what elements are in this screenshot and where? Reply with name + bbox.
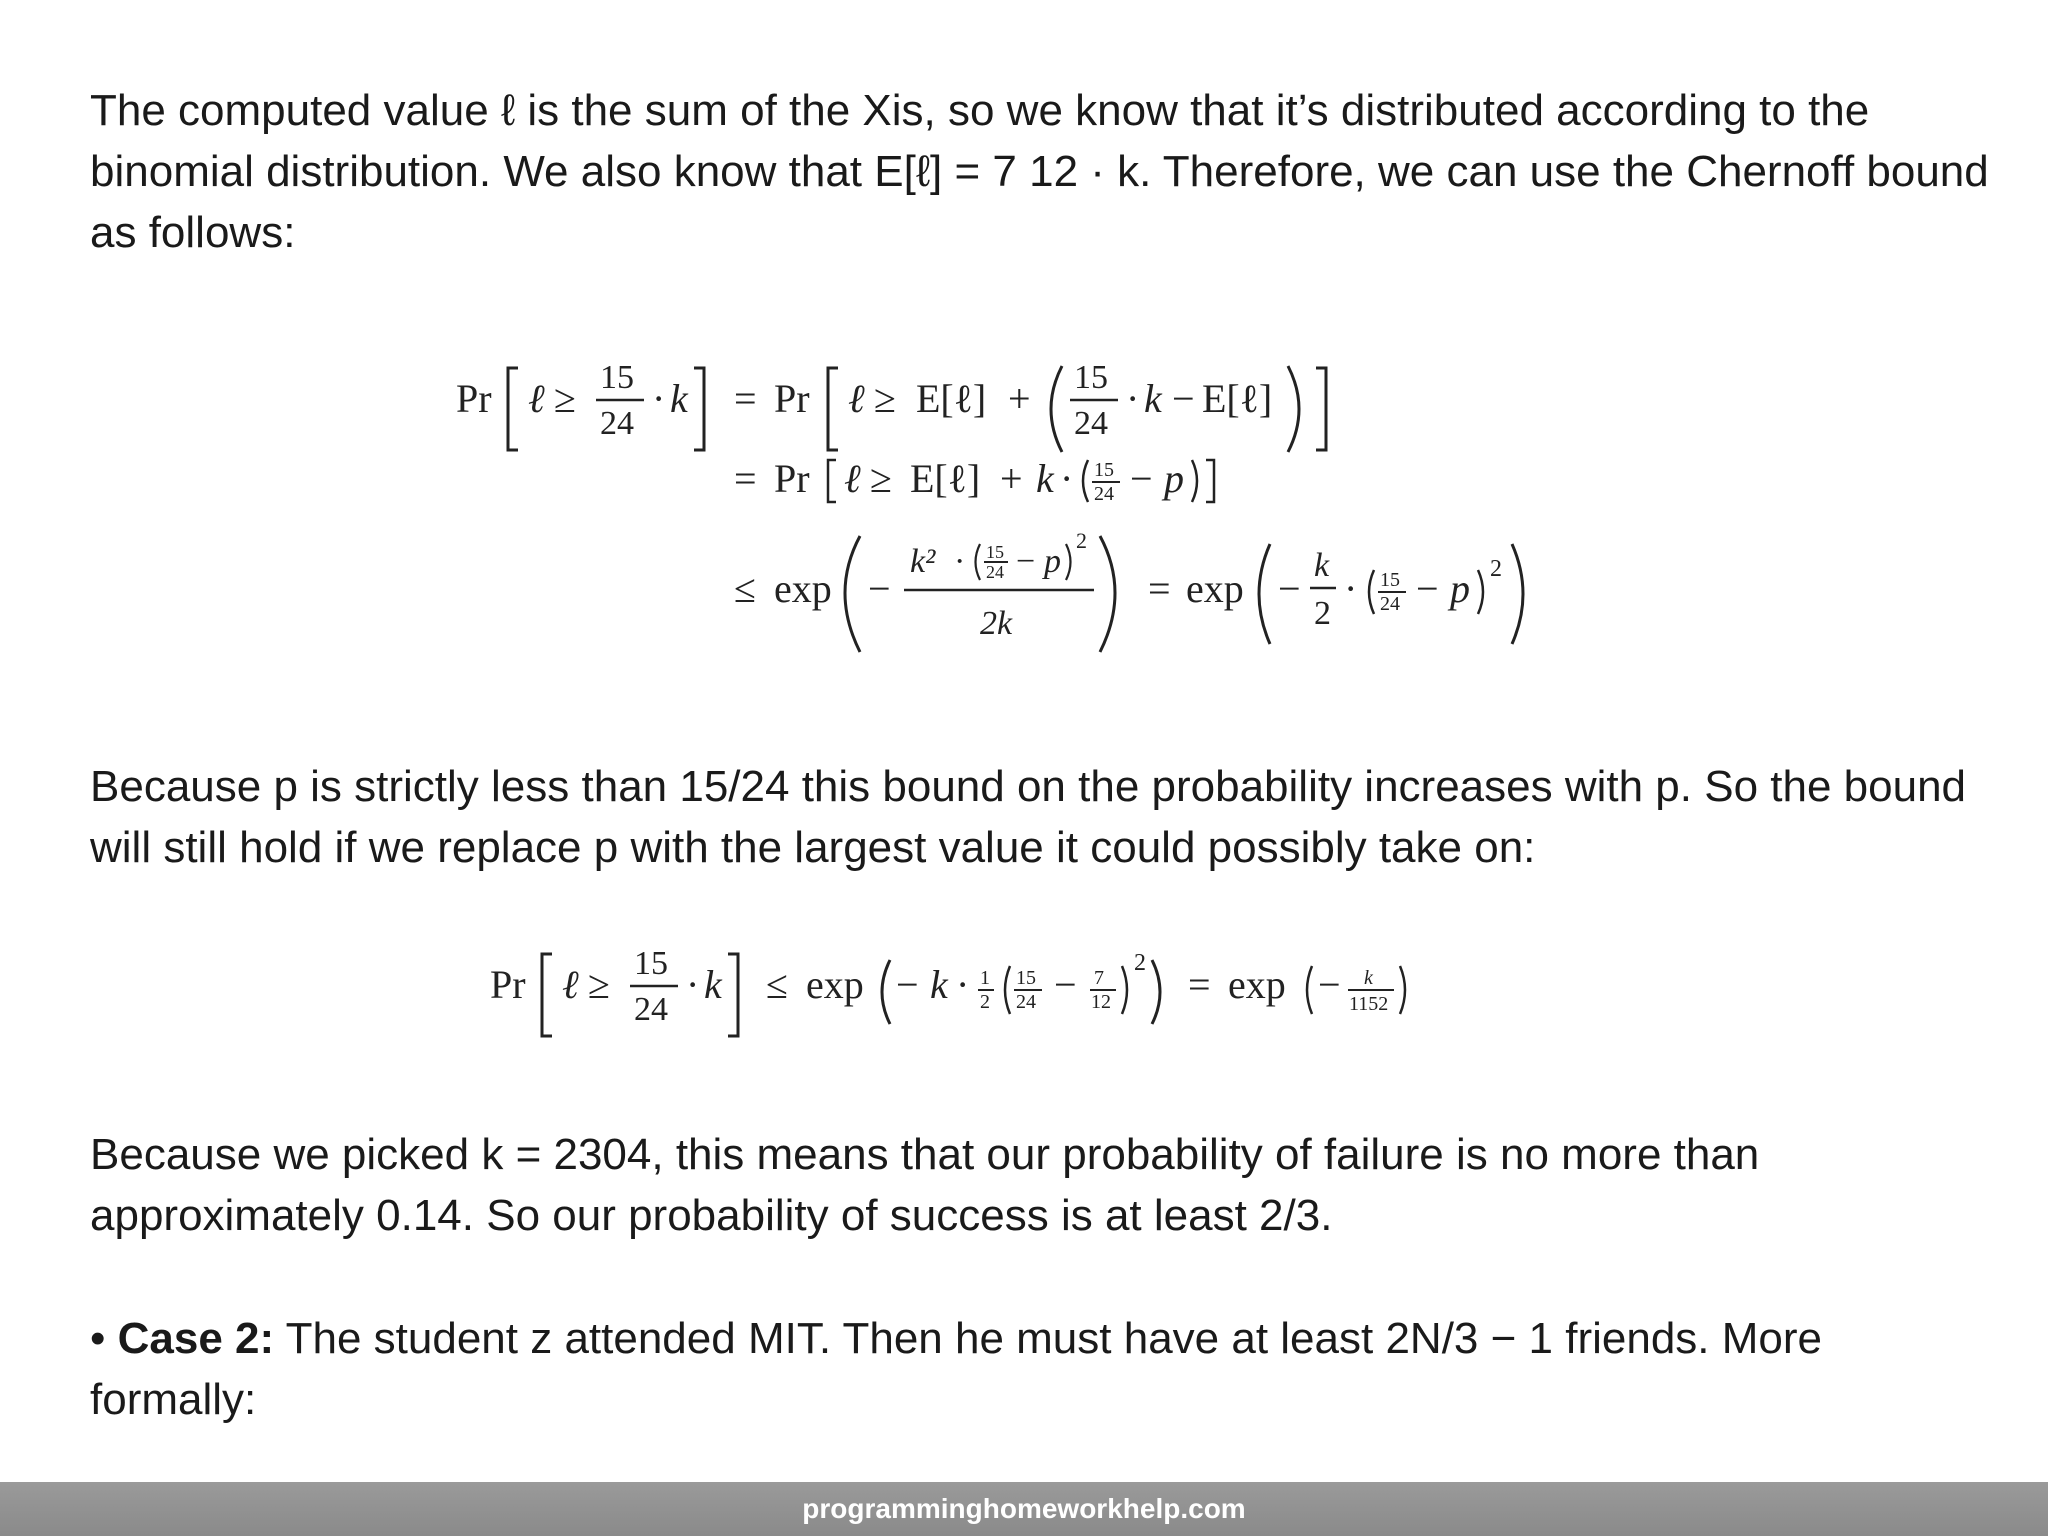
eq1-paren-right-3 xyxy=(1066,544,1071,580)
eq1-pr-2: Pr xyxy=(774,376,810,421)
eq2-frac-den: 24 xyxy=(634,991,668,1028)
eq1-half-den: 2 xyxy=(1314,595,1331,632)
eq1-pr-3: Pr xyxy=(774,456,810,501)
eq2-paren-right-3 xyxy=(1400,966,1405,1014)
bullet: • xyxy=(90,1314,118,1363)
eq1-bracket-right-3 xyxy=(1206,460,1214,502)
eq2-paren-left-2 xyxy=(1005,966,1010,1014)
eq1-cdot-2: · xyxy=(1126,376,1140,421)
eq2-neg: − xyxy=(896,962,919,1007)
footer-bar xyxy=(0,1482,2048,1536)
eq2-pr: Pr xyxy=(490,962,526,1007)
eq1-cdot-4: · xyxy=(954,543,966,580)
eq1-frac-den: 24 xyxy=(600,405,634,442)
eq1-paren-left-5 xyxy=(1369,570,1374,614)
eq1-ell-3: ℓ xyxy=(844,456,861,501)
eq2-small-num: 15 xyxy=(1016,967,1036,989)
eq1-exp: exp xyxy=(774,566,832,611)
eq1-paren-right-4 xyxy=(1512,544,1523,644)
paragraph-chernoff-intro: The computed value ℓ is the sum of the Xis, so we know that it’s distributed according to the binomial distribution. We also know that E[ℓ] = 7 12 · k. Therefore, we can use the Chernoff bound as follows: xyxy=(90,86,1989,257)
case-2-label: Case 2: xyxy=(117,1314,275,1363)
eq1-paren-left-4 xyxy=(1259,544,1270,644)
eq2-exp: exp xyxy=(806,962,864,1007)
eq1-bracket-right-2 xyxy=(1316,368,1326,450)
eq1-minus: − xyxy=(1172,376,1195,421)
eq1-bracket-left-3 xyxy=(828,460,836,502)
eq1-cdot-5: · xyxy=(1344,566,1358,611)
eq2-eq: = xyxy=(1188,962,1211,1007)
eq1-p: p xyxy=(1164,456,1184,501)
eq1-exp-2: exp xyxy=(1186,566,1244,611)
eq2-paren-left-3 xyxy=(1307,966,1312,1014)
eq2-bracket-left xyxy=(542,954,552,1036)
eq1-k-half-num: k xyxy=(1314,547,1330,584)
eq1-frac-num-2: 15 xyxy=(1074,359,1108,396)
eq1-eq-1: = xyxy=(734,376,757,421)
eq1-k-squared: k² xyxy=(910,543,936,580)
eq2-minus: − xyxy=(1054,962,1077,1007)
eq1-paren-left-2 xyxy=(1083,460,1088,502)
case-2-text: The student z attended MIT. Then he must have at least 2N/3 − 1 friends. More formally: xyxy=(90,1314,1822,1424)
eq1-expect-3: E[ℓ] xyxy=(910,456,981,501)
eq1-neg-2: − xyxy=(1278,566,1301,611)
eq2-k-num: k xyxy=(1364,967,1373,989)
paragraph-success-probability: Because we picked k = 2304, this means that our probability of failure is no more than approximately 0.14. So our probability of success is at least 2/3. xyxy=(90,1130,1760,1240)
eq2-paren-left xyxy=(882,960,890,1024)
eq1-paren-left-3 xyxy=(976,544,981,580)
eq1-geq-2: ≥ xyxy=(874,376,896,421)
eq1-geq: ≥ xyxy=(554,376,576,421)
eq1-expect-2: E[ℓ] xyxy=(1202,376,1273,421)
eq1-k-2: k xyxy=(1144,376,1162,421)
chernoff-bound-equation xyxy=(440,340,1640,670)
eq2-small-den: 24 xyxy=(1016,991,1036,1013)
eq1-paren-right xyxy=(1288,366,1299,452)
footer-site-name: programminghomeworkhelp.com xyxy=(802,1493,1246,1524)
eq1-two-k: 2k xyxy=(980,605,1013,642)
eq1-small-num-3: 15 xyxy=(1380,569,1400,591)
eq2-geq: ≥ xyxy=(588,962,610,1007)
eq1-small-num-2: 15 xyxy=(986,542,1004,562)
paragraph-case-2 xyxy=(90,1308,1990,1430)
eq1-pr: Pr xyxy=(456,376,492,421)
eq1-paren-right-2 xyxy=(1192,460,1197,502)
eq1-plus: + xyxy=(1008,376,1031,421)
eq2-bracket-right xyxy=(728,954,738,1036)
eq1-small-den-2: 24 xyxy=(986,562,1004,582)
eq2-leq: ≤ xyxy=(766,962,788,1007)
eq2-paren-right-2 xyxy=(1122,966,1127,1014)
eq2-neg-2: − xyxy=(1318,962,1341,1007)
eq1-ell: ℓ xyxy=(528,376,545,421)
eq1-p-2: p xyxy=(1044,543,1061,580)
substituted-bound-equation xyxy=(480,920,1610,1050)
eq2-twelve: 12 xyxy=(1091,991,1111,1013)
eq2-k-den: 1152 xyxy=(1349,993,1389,1015)
eq1-paren-left xyxy=(1051,366,1062,452)
eq1-expect: E[ℓ] xyxy=(916,376,987,421)
eq1-eq-2: = xyxy=(734,456,757,501)
eq1-k-3: k xyxy=(1036,456,1054,501)
eq2-k: k xyxy=(704,962,722,1007)
eq1-bracket-right xyxy=(694,368,704,450)
eq1-sq-2: 2 xyxy=(1490,556,1502,582)
eq1-eq-3: = xyxy=(1148,566,1171,611)
eq2-cdot: · xyxy=(686,962,700,1007)
eq1-neg: − xyxy=(868,566,891,611)
eq1-k: k xyxy=(670,376,688,421)
eq1-minus-4: − xyxy=(1416,566,1439,611)
eq1-minus-3: − xyxy=(1016,543,1036,580)
eq2-k-2: k xyxy=(930,962,948,1007)
eq1-leq: ≤ xyxy=(734,566,756,611)
eq2-ell: ℓ xyxy=(562,962,579,1007)
eq1-small-den-3: 24 xyxy=(1380,593,1400,615)
eq1-p-3: p xyxy=(1450,566,1470,611)
eq1-bracket-left xyxy=(508,368,518,450)
eq1-bracket-left-2 xyxy=(828,368,838,450)
eq1-frac-num: 15 xyxy=(600,359,634,396)
eq2-paren-right xyxy=(1152,960,1160,1024)
eq2-frac-num: 15 xyxy=(634,945,668,982)
eq1-plus-2: + xyxy=(1000,456,1023,501)
eq2-cdot-2: · xyxy=(956,962,970,1007)
eq1-big-paren-left xyxy=(845,536,860,652)
eq1-paren-right-5 xyxy=(1478,570,1483,614)
eq1-big-paren-right xyxy=(1100,536,1115,652)
eq1-frac-den-2: 24 xyxy=(1074,405,1108,442)
eq1-small-num: 15 xyxy=(1094,459,1114,481)
eq1-ell-2: ℓ xyxy=(848,376,865,421)
eq1-cdot: · xyxy=(652,376,666,421)
eq2-exp-2: exp xyxy=(1228,962,1286,1007)
eq1-cdot-3: · xyxy=(1060,456,1074,501)
eq1-minus-2: − xyxy=(1130,456,1153,501)
eq2-seven: 7 xyxy=(1094,967,1104,989)
paragraph-monotone-bound: Because p is strictly less than 15/24 this bound on the probability increases with p. So the bound will still hold if we replace p with the largest value it could possibly take on: xyxy=(90,762,1967,872)
eq1-geq-3: ≥ xyxy=(870,456,892,501)
eq2-one: 1 xyxy=(980,967,990,989)
eq1-small-den: 24 xyxy=(1094,483,1114,505)
eq2-two: 2 xyxy=(980,991,990,1013)
eq1-sq: 2 xyxy=(1076,528,1087,553)
eq2-sq: 2 xyxy=(1134,950,1146,976)
